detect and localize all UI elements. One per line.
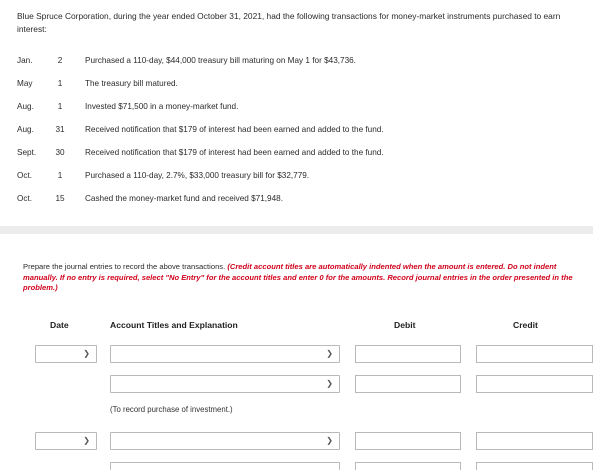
transaction-description: The treasury bill matured. <box>85 79 178 88</box>
transaction-day: 1 <box>57 171 63 180</box>
transaction-description: Invested $71,500 in a money-market fund. <box>85 102 239 111</box>
section-divider <box>0 226 593 234</box>
transaction-month: Oct. <box>17 194 33 203</box>
chevron-down-icon: ❯ <box>83 349 90 358</box>
transaction-day: 31 <box>55 125 65 134</box>
instructions <box>23 262 583 294</box>
debit-input[interactable] <box>355 432 461 450</box>
transaction-description: Purchased a 110-day, $44,000 treasury bill maturing on May 1 for $43,736. <box>85 56 356 65</box>
chevron-down-icon: ❯ <box>83 436 90 445</box>
debit-input[interactable] <box>355 375 461 393</box>
date-select[interactable] <box>35 345 97 363</box>
credit-input[interactable] <box>476 462 593 470</box>
chevron-down-icon: ❯ <box>326 349 333 358</box>
transaction-day: 2 <box>57 56 63 65</box>
debit-column-header: Debit <box>394 320 416 330</box>
account-title-select[interactable] <box>110 375 340 393</box>
debit-input[interactable] <box>355 345 461 363</box>
transaction-description: Purchased a 110-day, 2.7%, $33,000 treasury bill for $32,779. <box>85 171 310 180</box>
transaction-day: 1 <box>57 102 63 111</box>
transaction-month: May <box>17 79 33 88</box>
credit-column-header: Credit <box>513 320 538 330</box>
transaction-day: 30 <box>55 148 65 157</box>
transaction-month: Aug. <box>17 102 34 111</box>
transaction-day: 15 <box>55 194 65 203</box>
transaction-description: Cashed the money-market fund and received $71,948. <box>85 194 283 203</box>
transaction-month: Jan. <box>17 56 33 65</box>
date-select[interactable] <box>35 432 97 450</box>
transaction-month: Sept. <box>17 148 37 157</box>
transaction-description: Received notification that $179 of interest had been earned and added to the fund. <box>85 148 384 157</box>
instructions-text: Prepare the journal entries to record the above transactions. <box>23 262 226 271</box>
account-title-select[interactable] <box>110 345 340 363</box>
credit-input[interactable] <box>476 432 593 450</box>
instructions-note: (Credit account titles are automatically indented when the amount is entered. Do not indent manually. If no entry is required, select "No Entry" for the account titles and enter 0 for the amounts. Record journal entries in the order presented in the problem.) <box>23 262 573 292</box>
entry-explanation: (To record purchase of investment.) <box>110 405 233 414</box>
chevron-down-icon: ❯ <box>326 436 333 445</box>
transaction-day: 1 <box>57 79 63 88</box>
problem-intro: Blue Spruce Corporation, during the year ended October 31, 2021, had the following transactions for money-market instruments purchased to earn interest: <box>17 11 561 34</box>
transaction-month: Aug. <box>17 125 34 134</box>
transaction-month: Oct. <box>17 171 33 180</box>
account-title-select[interactable] <box>110 432 340 450</box>
chevron-down-icon: ❯ <box>326 379 333 388</box>
account-column-header: Account Titles and Explanation <box>110 320 238 330</box>
date-column-header: Date <box>50 320 69 330</box>
transaction-description: Received notification that $179 of interest had been earned and added to the fund. <box>85 125 384 134</box>
debit-input[interactable] <box>355 462 461 470</box>
account-title-select[interactable] <box>110 462 340 470</box>
credit-input[interactable] <box>476 345 593 363</box>
credit-input[interactable] <box>476 375 593 393</box>
